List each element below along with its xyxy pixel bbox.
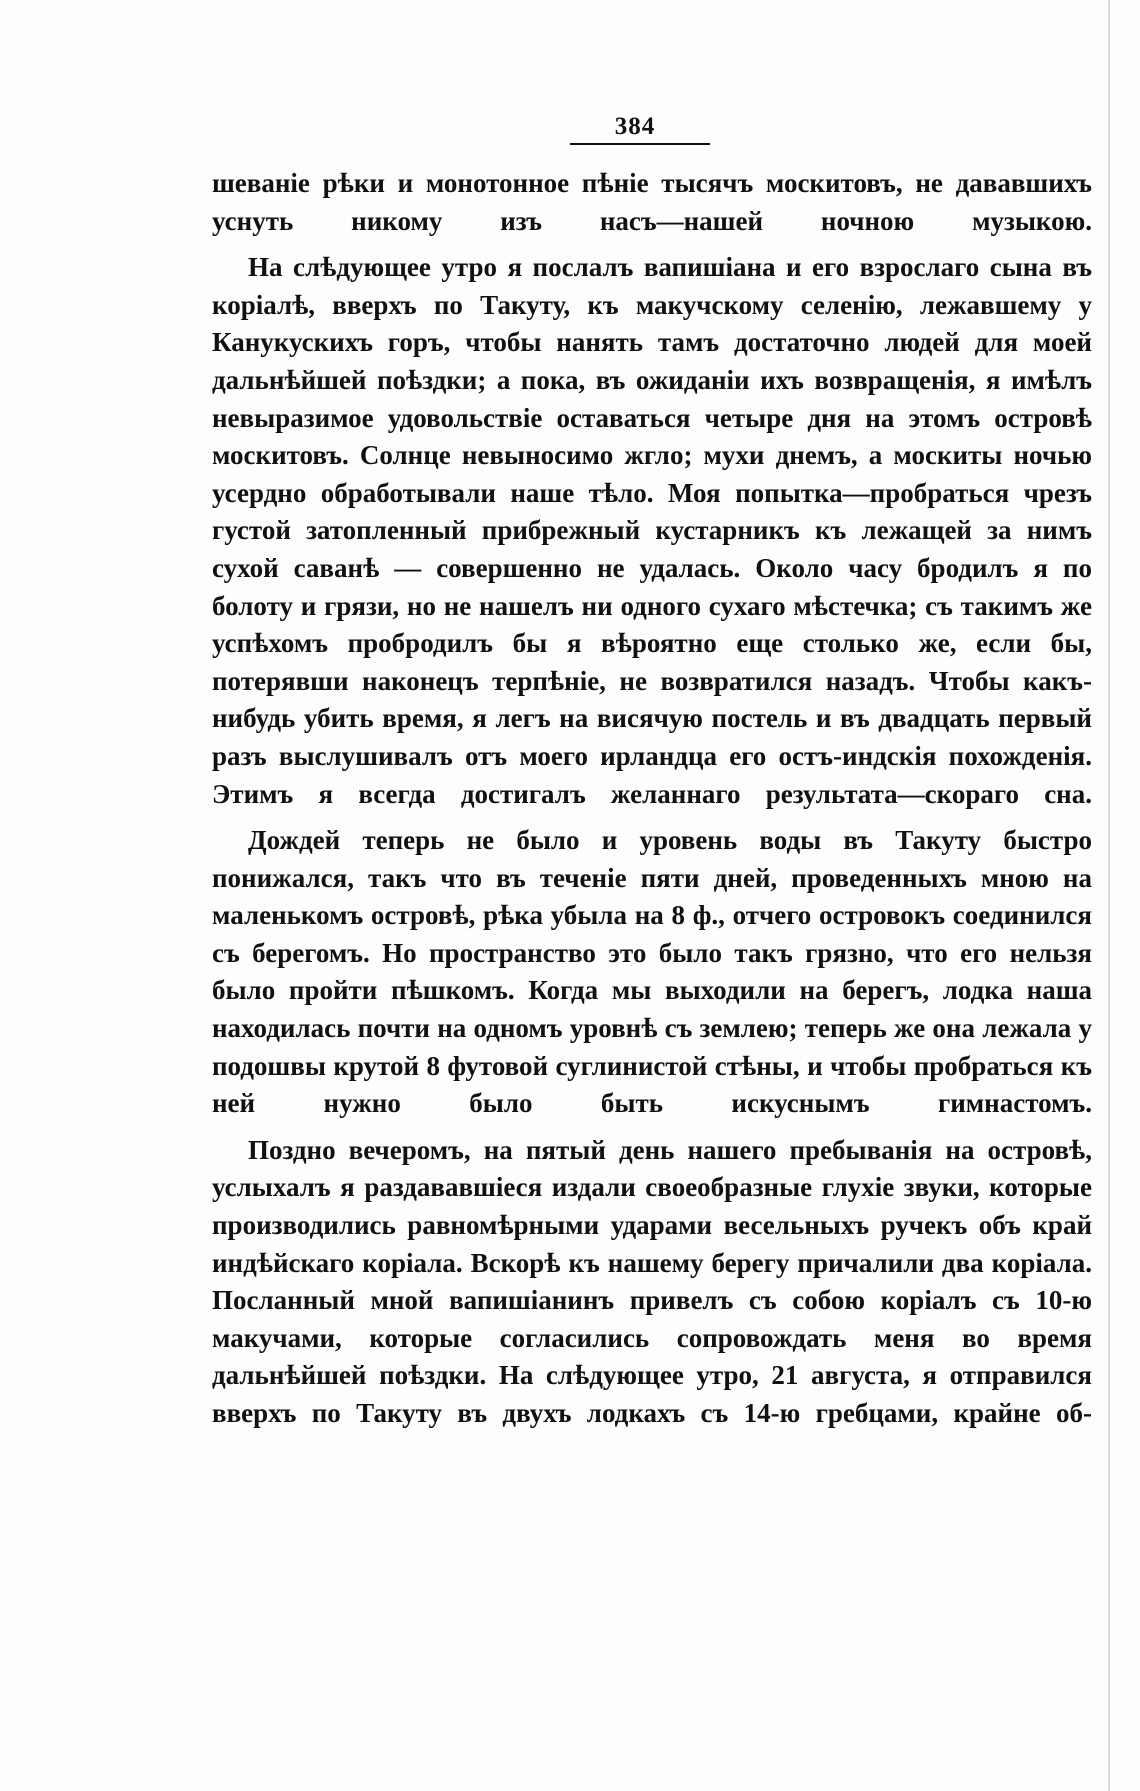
paragraph-2: На слѣдующее утро я послалъ вапишіана и его взрослаго сына въ коріалѣ, вверхъ по Такуту, къ макучскому селенію, лежавшему у Канукускихъ горъ, чтобы нанять тамъ достаточно людей для моей дальнѣйшей поѣздки; а пока, въ ожиданіи ихъ возвращенія, я имѣлъ невыразимое удовольствіе оставаться четыре дня на этомъ островѣ москитовъ. Солнце невыносимо жгло; мухи днемъ, а москиты ночью усердно обработывали наше тѣло. Моя попытка—пробраться чрезъ густой затопленный прибрежный кустарникъ къ лежащей за нимъ сухой саванѣ — совершенно не удалась. Около часу бродилъ я по болоту и грязи, но не нашелъ ни одного сухаго мѣстечка; съ такимъ же успѣхомъ пробродилъ бы я вѣроятно еще столько же, если бы, потерявши наконецъ терпѣніе, не возвратился назадъ. Чтобы какъ-нибудь убить время, я легъ на висячую постель и въ двадцать первый разъ выслушивалъ отъ моего ирландца его остъ-индскія похожденія. Этимъ я всегда достигалъ желаннаго результата—скораго сна.	[212, 252, 1092, 809]
page-number-underline	[570, 143, 710, 145]
paragraph-1: шеваніе рѣки и монотонное пѣніе тысячъ москитовъ, не дававшихъ уснуть никому изъ насъ—нашей ночною музыкою.	[212, 168, 1092, 236]
paragraph-3: Дождей теперь не было и уровень воды въ Такуту быстро понижался, такъ что въ теченіе пяти дней, проведенныхъ мною на маленькомъ островѣ, рѣка убыла на 8 ф., отчего островокъ соединился съ берегомъ. Но пространство это было такъ грязно, что его нельзя было пройти пѣшкомъ. Когда мы выходили на берегъ, лодка наша находилась почти на одномъ уровнѣ съ землею; теперь же она лежала у подошвы крутой 8 футовой суглинистой стѣны, и чтобы пробраться къ ней нужно было быть искуснымъ гимнастомъ.	[212, 825, 1092, 1119]
paragraph-4: Поздно вечеромъ, на пятый день нашего пребыванія на островѣ, услыхалъ я раздававшіеся издали своеобразные глухіе звуки, которые производились равномѣрными ударами весельныхъ ручекъ объ край индѣйскаго коріала. Вскорѣ къ нашему берегу причалили два коріала. Посланный мной вапишіанинъ привелъ съ собою коріалъ съ 10-ю макучами, которые согласились сопровождать меня во время дальнѣйшей поѣздки. На слѣдующее утро, 21 августа, я отправился вверхъ по Такуту въ двухъ лодкахъ съ 14-ю гребцами, крайне об-	[212, 1134, 1092, 1428]
body-text	[212, 165, 1092, 1433]
page-edge-shadow	[1108, 0, 1110, 1791]
page-number: 384	[614, 113, 656, 140]
